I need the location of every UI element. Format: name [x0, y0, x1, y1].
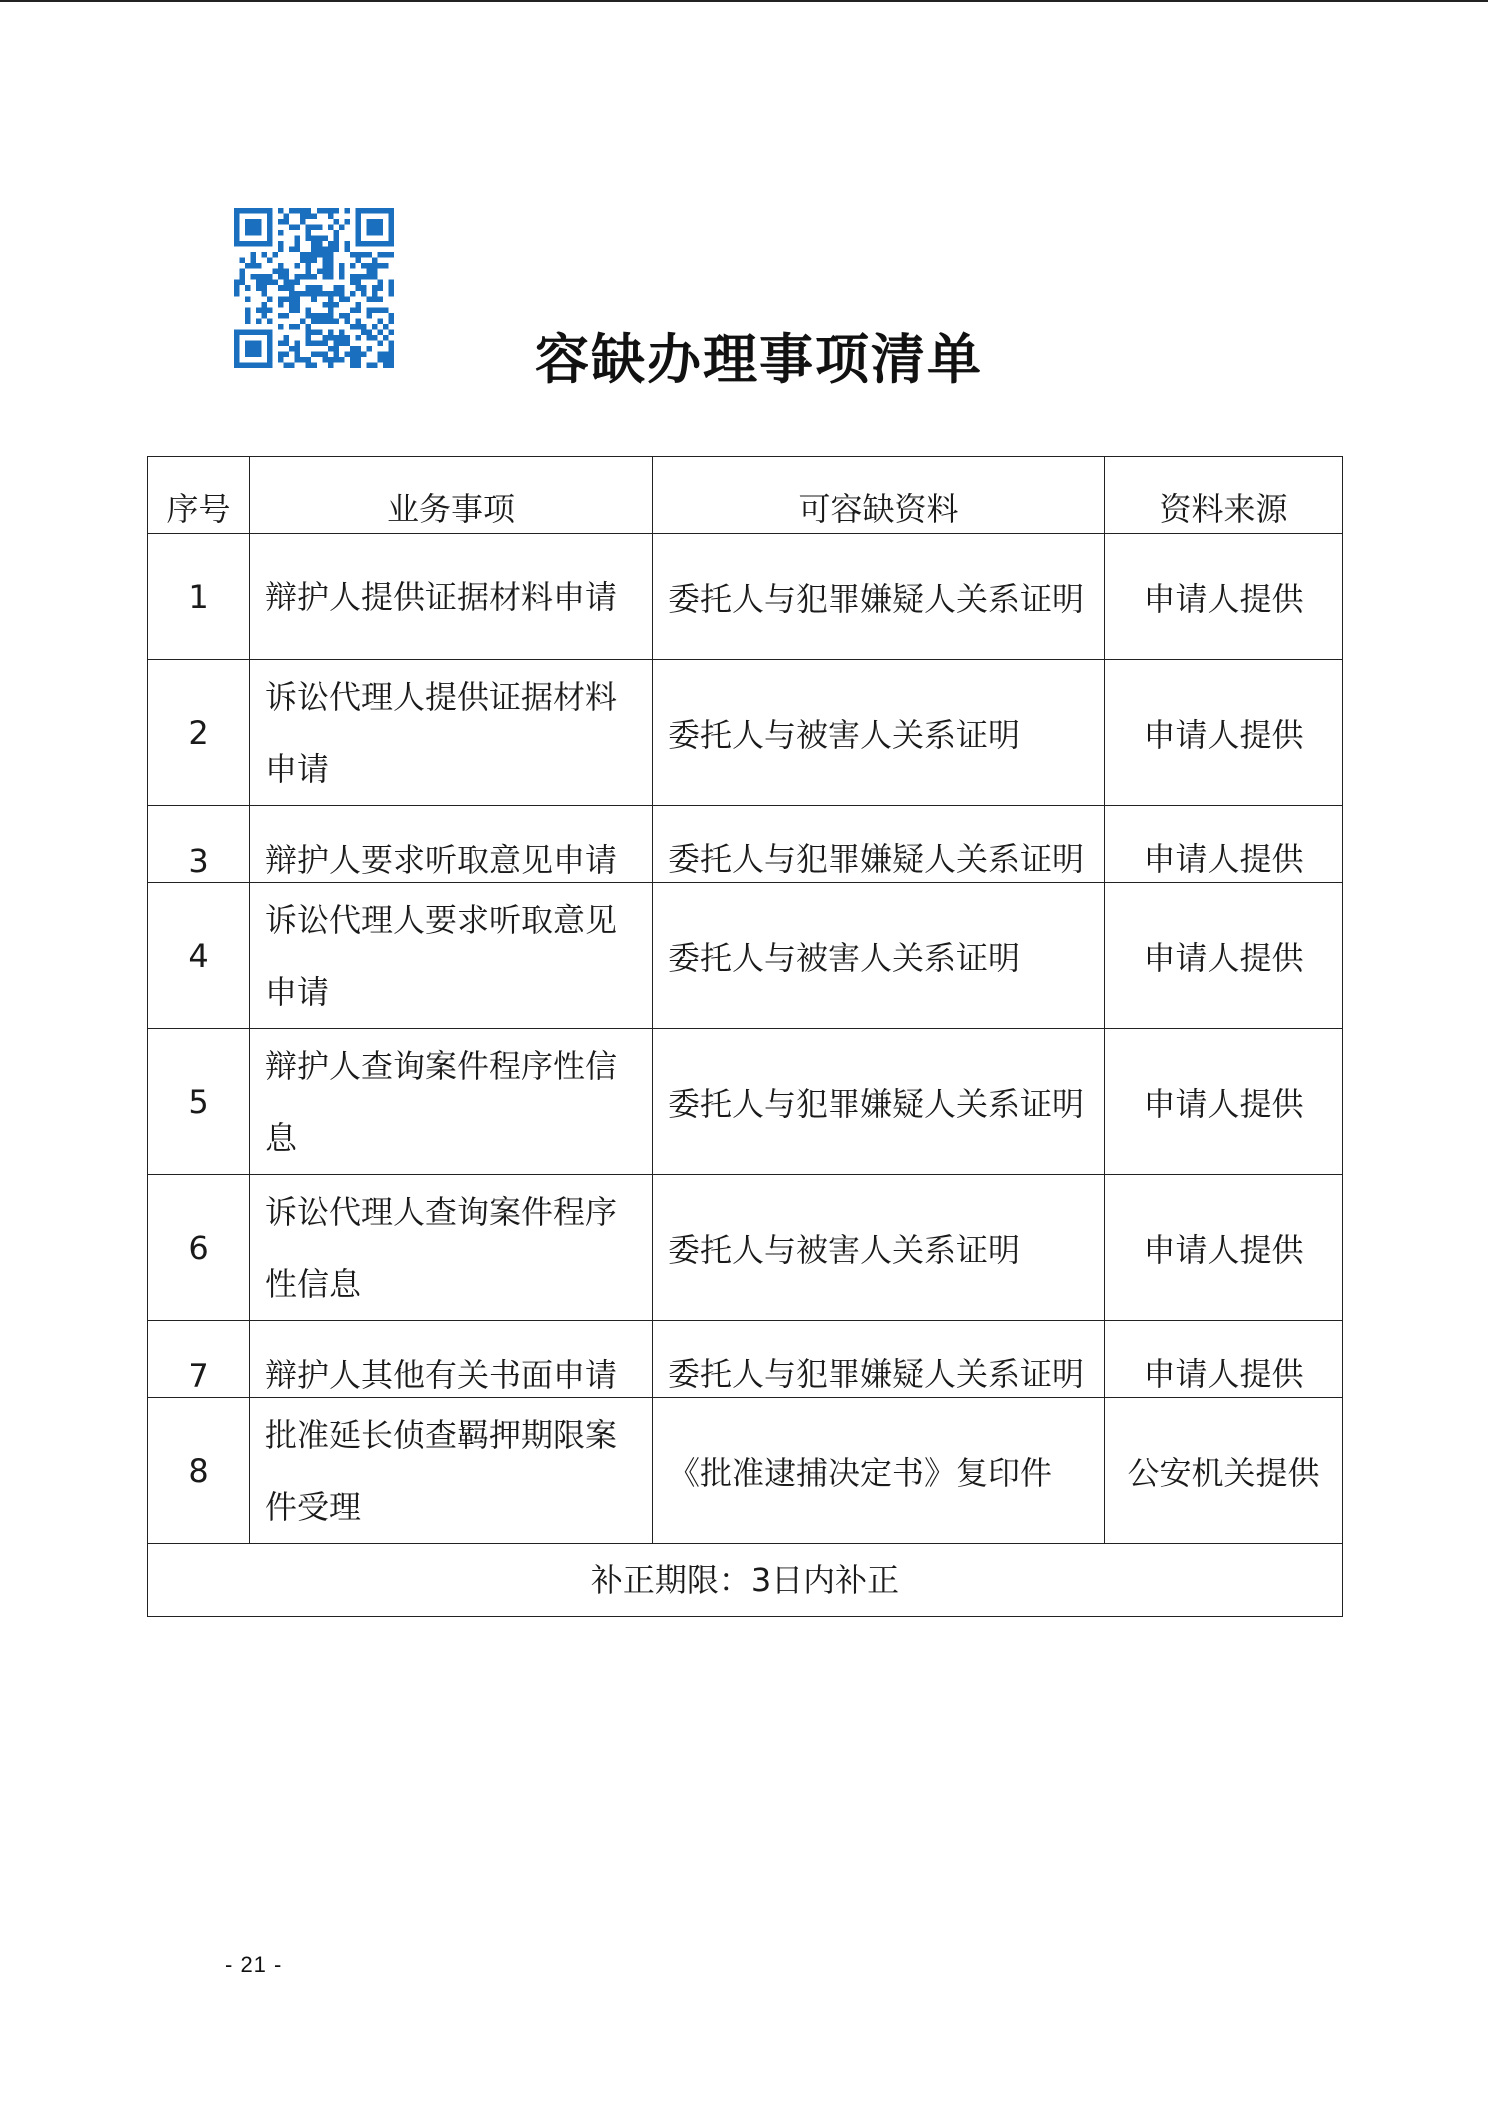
row-item: 诉讼代理人提供证据材料申请	[250, 660, 653, 806]
header-material: 可容缺资料	[653, 457, 1105, 534]
row-no: 7	[148, 1321, 250, 1398]
table-row	[148, 806, 1343, 883]
table-row	[148, 660, 1343, 806]
table-header-row	[148, 457, 1343, 534]
table-footer-row	[148, 1544, 1343, 1617]
row-no: 4	[148, 883, 250, 1029]
table-row	[148, 1321, 1343, 1398]
row-no: 5	[148, 1029, 250, 1175]
row-source: 申请人提供	[1105, 1029, 1343, 1175]
table-row	[148, 1175, 1343, 1321]
correction-deadline: 补正期限：3日内补正	[148, 1544, 1343, 1617]
row-item: 诉讼代理人查询案件程序性信息	[250, 1175, 653, 1321]
table-row	[148, 1398, 1343, 1544]
row-item: 诉讼代理人要求听取意见申请	[250, 883, 653, 1029]
page-title: 容缺办理事项清单	[535, 327, 983, 391]
row-material: 委托人与犯罪嫌疑人关系证明	[653, 806, 1105, 883]
row-source: 申请人提供	[1105, 534, 1343, 660]
row-source: 申请人提供	[1105, 1321, 1343, 1398]
row-no: 1	[148, 534, 250, 660]
row-item: 辩护人提供证据材料申请	[250, 534, 653, 660]
row-item: 辩护人其他有关书面申请	[250, 1321, 653, 1398]
row-material: 委托人与被害人关系证明	[653, 660, 1105, 806]
page-number: - 21 -	[225, 1952, 283, 1977]
row-material: 《批准逮捕决定书》复印件	[653, 1398, 1105, 1544]
page-top-border	[0, 0, 1488, 2]
items-table	[147, 456, 1343, 1617]
row-item: 批准延长侦查羁押期限案件受理	[250, 1398, 653, 1544]
header-source: 资料来源	[1105, 457, 1343, 534]
row-material: 委托人与被害人关系证明	[653, 1175, 1105, 1321]
row-item: 辩护人要求听取意见申请	[250, 806, 653, 883]
row-material: 委托人与被害人关系证明	[653, 883, 1105, 1029]
row-material: 委托人与犯罪嫌疑人关系证明	[653, 534, 1105, 660]
row-source: 申请人提供	[1105, 806, 1343, 883]
row-material: 委托人与犯罪嫌疑人关系证明	[653, 1029, 1105, 1175]
row-item: 辩护人查询案件程序性信息	[250, 1029, 653, 1175]
header-no: 序号	[148, 457, 250, 534]
row-material: 委托人与犯罪嫌疑人关系证明	[653, 1321, 1105, 1398]
table-row	[148, 1029, 1343, 1175]
row-no: 6	[148, 1175, 250, 1321]
row-source: 申请人提供	[1105, 1175, 1343, 1321]
row-no: 3	[148, 806, 250, 883]
header-item: 业务事项	[250, 457, 653, 534]
row-source: 申请人提供	[1105, 660, 1343, 806]
row-source: 申请人提供	[1105, 883, 1343, 1029]
table-row	[148, 883, 1343, 1029]
row-no: 8	[148, 1398, 250, 1544]
row-no: 2	[148, 660, 250, 806]
row-source: 公安机关提供	[1105, 1398, 1343, 1544]
table-row	[148, 534, 1343, 660]
